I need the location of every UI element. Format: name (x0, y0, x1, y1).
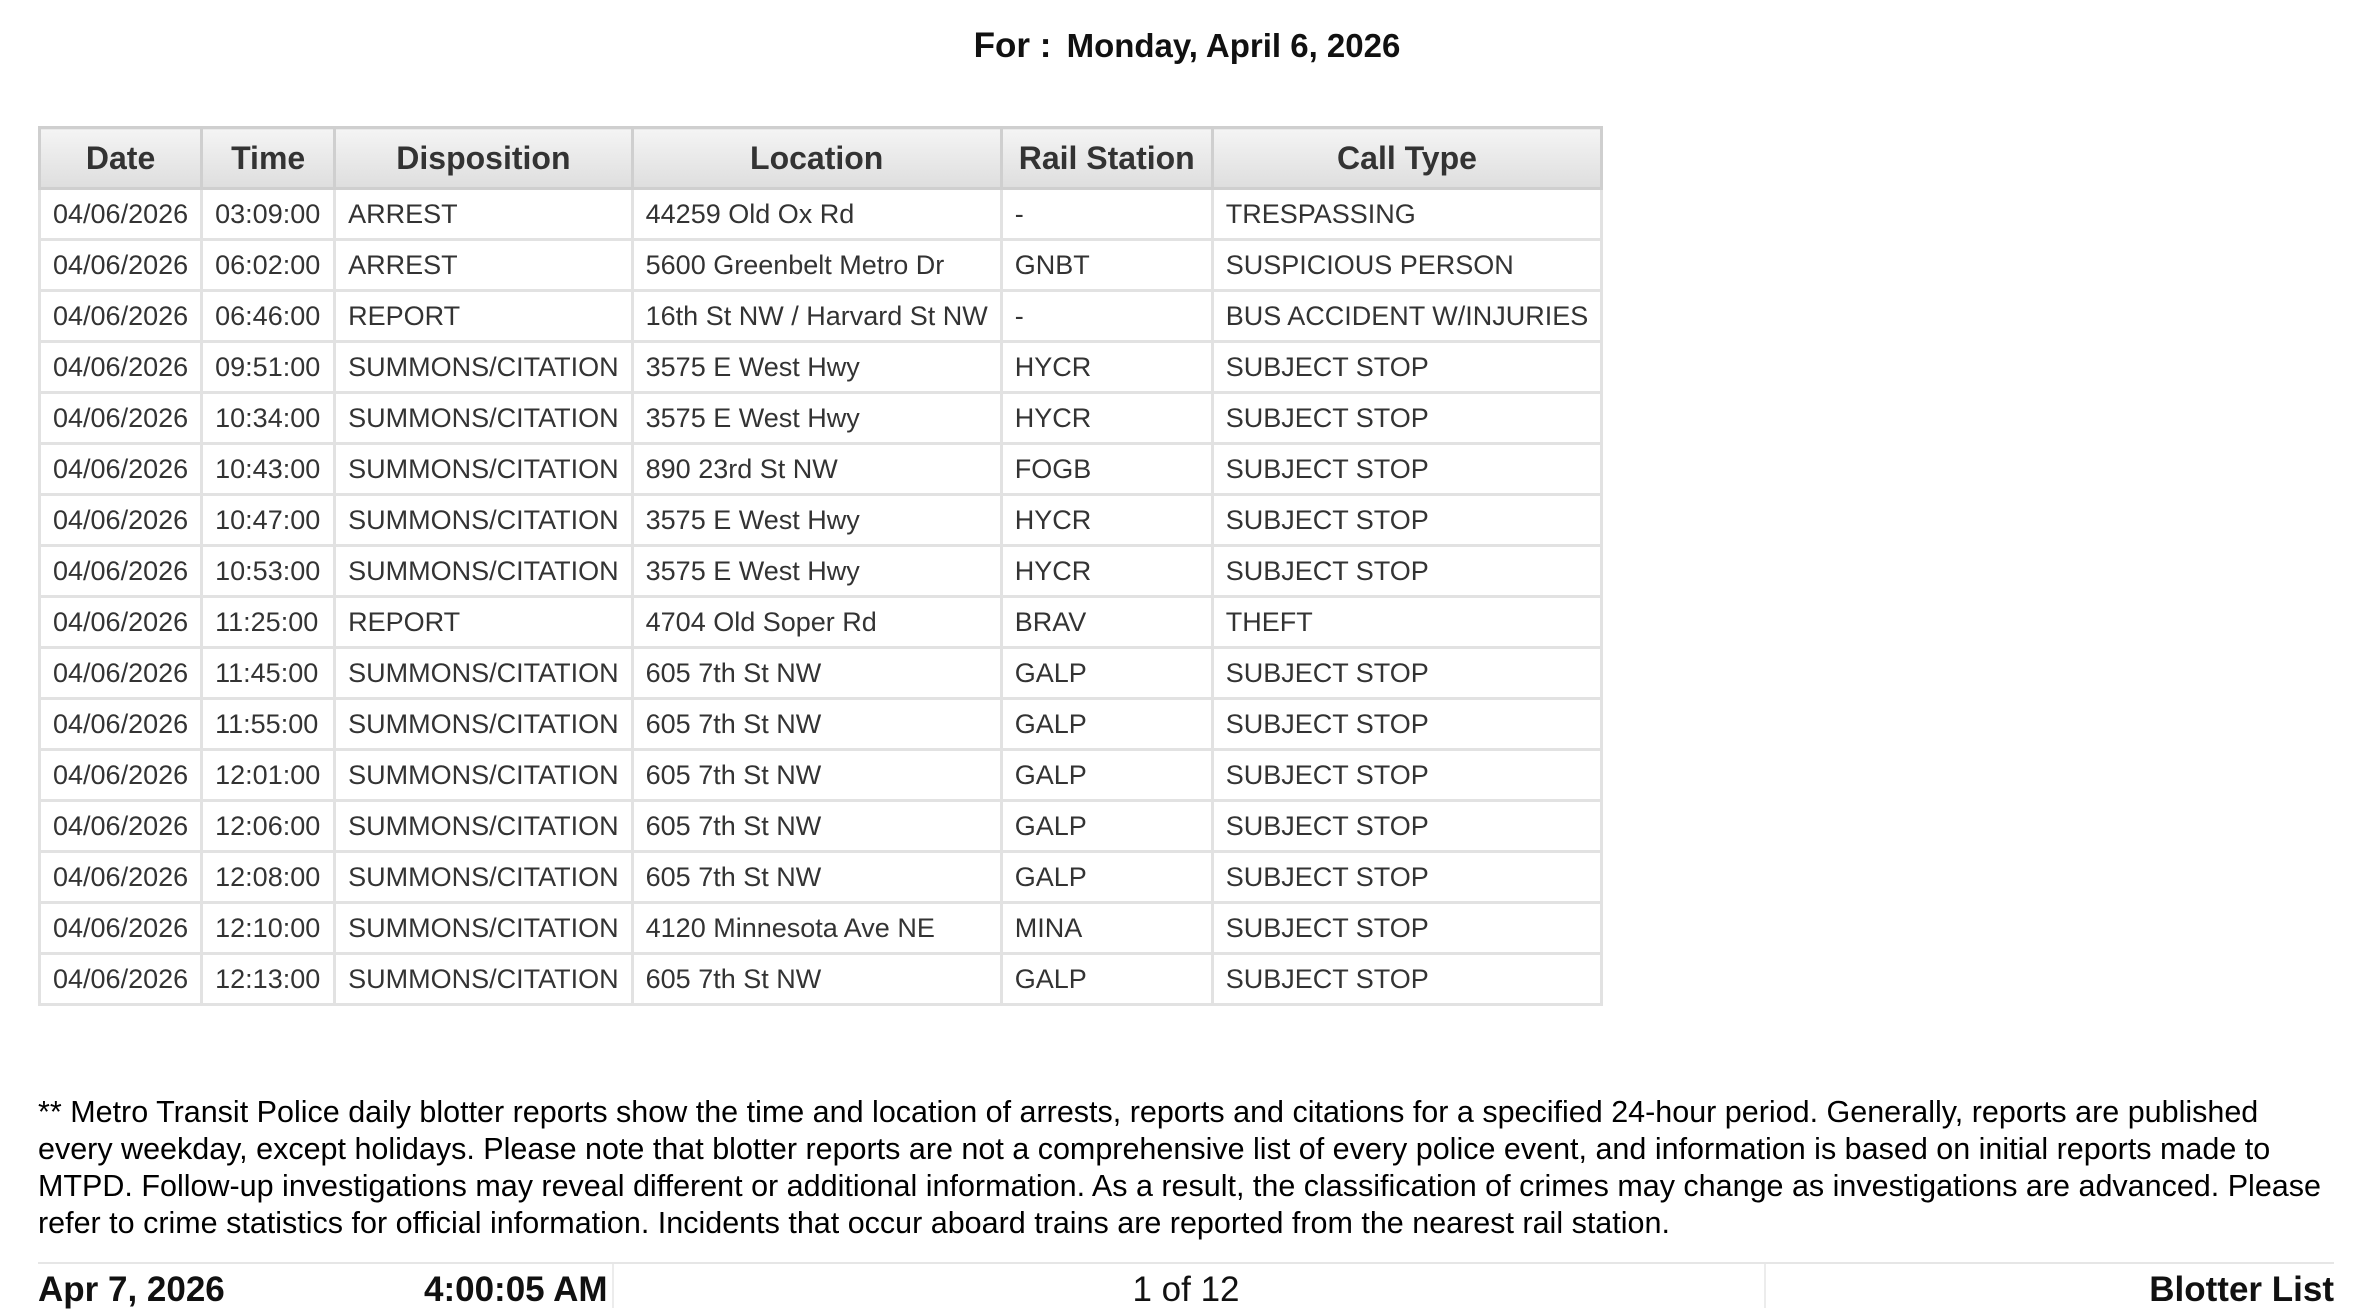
cell-time: 12:13:00 (202, 954, 335, 1005)
cell-call-type: SUBJECT STOP (1212, 546, 1602, 597)
cell-date: 04/06/2026 (40, 546, 202, 597)
column-header-call-type: Call Type (1212, 128, 1602, 189)
table-row (40, 801, 1602, 852)
footer-page-number: 1 of 12 (1132, 1270, 1240, 1309)
cell-rail-station: HYCR (1001, 342, 1212, 393)
cell-rail-station: HYCR (1001, 546, 1212, 597)
cell-disposition: SUMMONS/CITATION (335, 546, 633, 597)
table-row (40, 954, 1602, 1005)
cell-time: 06:02:00 (202, 240, 335, 291)
cell-time: 11:25:00 (202, 597, 335, 648)
cell-location: 4120 Minnesota Ave NE (632, 903, 1001, 954)
table-row (40, 699, 1602, 750)
cell-call-type: SUBJECT STOP (1212, 903, 1602, 954)
cell-location: 605 7th St NW (632, 699, 1001, 750)
cell-call-type: SUBJECT STOP (1212, 801, 1602, 852)
page-footer (38, 1262, 2334, 1308)
table-row (40, 393, 1602, 444)
cell-rail-station: GALP (1001, 699, 1212, 750)
cell-call-type: TRESPASSING (1212, 189, 1602, 240)
cell-date: 04/06/2026 (40, 801, 202, 852)
cell-time: 12:08:00 (202, 852, 335, 903)
cell-call-type: SUBJECT STOP (1212, 342, 1602, 393)
cell-time: 10:47:00 (202, 495, 335, 546)
footer-divider (1764, 1264, 1766, 1308)
cell-rail-station: HYCR (1001, 393, 1212, 444)
cell-disposition: SUMMONS/CITATION (335, 699, 633, 750)
cell-disposition: REPORT (335, 291, 633, 342)
cell-time: 11:45:00 (202, 648, 335, 699)
cell-rail-station: HYCR (1001, 495, 1212, 546)
cell-date: 04/06/2026 (40, 444, 202, 495)
cell-location: 3575 E West Hwy (632, 495, 1001, 546)
footer-divider (612, 1264, 614, 1308)
cell-rail-station: BRAV (1001, 597, 1212, 648)
cell-location: 3575 E West Hwy (632, 393, 1001, 444)
header-prefix: For : (973, 26, 1052, 65)
table-row (40, 750, 1602, 801)
cell-date: 04/06/2026 (40, 393, 202, 444)
cell-date: 04/06/2026 (40, 189, 202, 240)
cell-rail-station: MINA (1001, 903, 1212, 954)
table-row (40, 189, 1602, 240)
report-header (0, 22, 2374, 70)
cell-call-type: SUBJECT STOP (1212, 852, 1602, 903)
table-row (40, 495, 1602, 546)
footer-print-time: 4:00:05 AM (424, 1270, 608, 1309)
table-row (40, 648, 1602, 699)
cell-location: 605 7th St NW (632, 750, 1001, 801)
cell-date: 04/06/2026 (40, 750, 202, 801)
cell-disposition: SUMMONS/CITATION (335, 750, 633, 801)
cell-location: 3575 E West Hwy (632, 342, 1001, 393)
cell-disposition: SUMMONS/CITATION (335, 393, 633, 444)
report-date: Monday, April 6, 2026 (1066, 27, 1401, 64)
table-row (40, 597, 1602, 648)
cell-call-type: SUBJECT STOP (1212, 750, 1602, 801)
cell-disposition: SUMMONS/CITATION (335, 342, 633, 393)
cell-date: 04/06/2026 (40, 291, 202, 342)
column-header-location: Location (632, 128, 1001, 189)
cell-disposition: SUMMONS/CITATION (335, 852, 633, 903)
cell-call-type: SUBJECT STOP (1212, 393, 1602, 444)
table-row (40, 291, 1602, 342)
table-row (40, 903, 1602, 954)
column-header-disposition: Disposition (335, 128, 633, 189)
cell-time: 12:06:00 (202, 801, 335, 852)
cell-date: 04/06/2026 (40, 954, 202, 1005)
blotter-table (38, 126, 1603, 1006)
cell-date: 04/06/2026 (40, 699, 202, 750)
cell-call-type: SUBJECT STOP (1212, 648, 1602, 699)
cell-date: 04/06/2026 (40, 852, 202, 903)
cell-time: 10:43:00 (202, 444, 335, 495)
cell-rail-station: GALP (1001, 852, 1212, 903)
cell-location: 4704 Old Soper Rd (632, 597, 1001, 648)
cell-call-type: SUBJECT STOP (1212, 444, 1602, 495)
cell-location: 605 7th St NW (632, 954, 1001, 1005)
cell-rail-station: FOGB (1001, 444, 1212, 495)
cell-time: 09:51:00 (202, 342, 335, 393)
cell-call-type: SUBJECT STOP (1212, 495, 1602, 546)
cell-rail-station: GALP (1001, 750, 1212, 801)
cell-date: 04/06/2026 (40, 495, 202, 546)
cell-disposition: SUMMONS/CITATION (335, 444, 633, 495)
cell-call-type: BUS ACCIDENT W/INJURIES (1212, 291, 1602, 342)
cell-time: 12:10:00 (202, 903, 335, 954)
cell-time: 06:46:00 (202, 291, 335, 342)
table-row (40, 852, 1602, 903)
footer-report-name: Blotter List (2149, 1270, 2334, 1309)
cell-disposition: SUMMONS/CITATION (335, 954, 633, 1005)
cell-date: 04/06/2026 (40, 240, 202, 291)
cell-rail-station: GALP (1001, 648, 1212, 699)
cell-location: 605 7th St NW (632, 801, 1001, 852)
cell-disposition: ARREST (335, 189, 633, 240)
cell-date: 04/06/2026 (40, 903, 202, 954)
cell-rail-station: - (1001, 189, 1212, 240)
cell-time: 12:01:00 (202, 750, 335, 801)
cell-time: 03:09:00 (202, 189, 335, 240)
cell-rail-station: GALP (1001, 954, 1212, 1005)
cell-disposition: SUMMONS/CITATION (335, 495, 633, 546)
cell-disposition: SUMMONS/CITATION (335, 801, 633, 852)
table-row (40, 240, 1602, 291)
cell-rail-station: GALP (1001, 801, 1212, 852)
cell-call-type: SUBJECT STOP (1212, 699, 1602, 750)
cell-location: 44259 Old Ox Rd (632, 189, 1001, 240)
cell-disposition: SUMMONS/CITATION (335, 648, 633, 699)
cell-call-type: SUSPICIOUS PERSON (1212, 240, 1602, 291)
cell-location: 3575 E West Hwy (632, 546, 1001, 597)
footer-print-date: Apr 7, 2026 (38, 1270, 225, 1309)
table-row (40, 342, 1602, 393)
table-row (40, 546, 1602, 597)
cell-date: 04/06/2026 (40, 648, 202, 699)
cell-disposition: SUMMONS/CITATION (335, 903, 633, 954)
cell-location: 890 23rd St NW (632, 444, 1001, 495)
column-header-rail-station: Rail Station (1001, 128, 1212, 189)
cell-location: 16th St NW / Harvard St NW (632, 291, 1001, 342)
cell-rail-station: GNBT (1001, 240, 1212, 291)
cell-location: 5600 Greenbelt Metro Dr (632, 240, 1001, 291)
cell-call-type: SUBJECT STOP (1212, 954, 1602, 1005)
cell-disposition: ARREST (335, 240, 633, 291)
disclaimer-text: ** Metro Transit Police daily blotter reports show the time and location of arrests, reports and citations for a specified 24-hour period. Generally, reports are published every weekday, except holidays. Please note that blotter reports are not a comprehensive list of every police event, and information is based on initial reports made to MTPD. Follow-up investigations may reveal different or additional information. As a result, the classification of crimes may change as investigations are advanced. Please refer to crime statistics for official information. Incidents that occur aboard trains are reported from the nearest rail station. (38, 1095, 2321, 1240)
cell-time: 10:34:00 (202, 393, 335, 444)
table-row (40, 444, 1602, 495)
cell-call-type: THEFT (1212, 597, 1602, 648)
cell-date: 04/06/2026 (40, 342, 202, 393)
column-header-time: Time (202, 128, 335, 189)
cell-time: 11:55:00 (202, 699, 335, 750)
table-body (40, 189, 1602, 1005)
cell-disposition: REPORT (335, 597, 633, 648)
table-header-row (40, 128, 1602, 189)
cell-date: 04/06/2026 (40, 597, 202, 648)
column-header-date: Date (40, 128, 202, 189)
cell-rail-station: - (1001, 291, 1212, 342)
cell-time: 10:53:00 (202, 546, 335, 597)
cell-location: 605 7th St NW (632, 648, 1001, 699)
cell-location: 605 7th St NW (632, 852, 1001, 903)
